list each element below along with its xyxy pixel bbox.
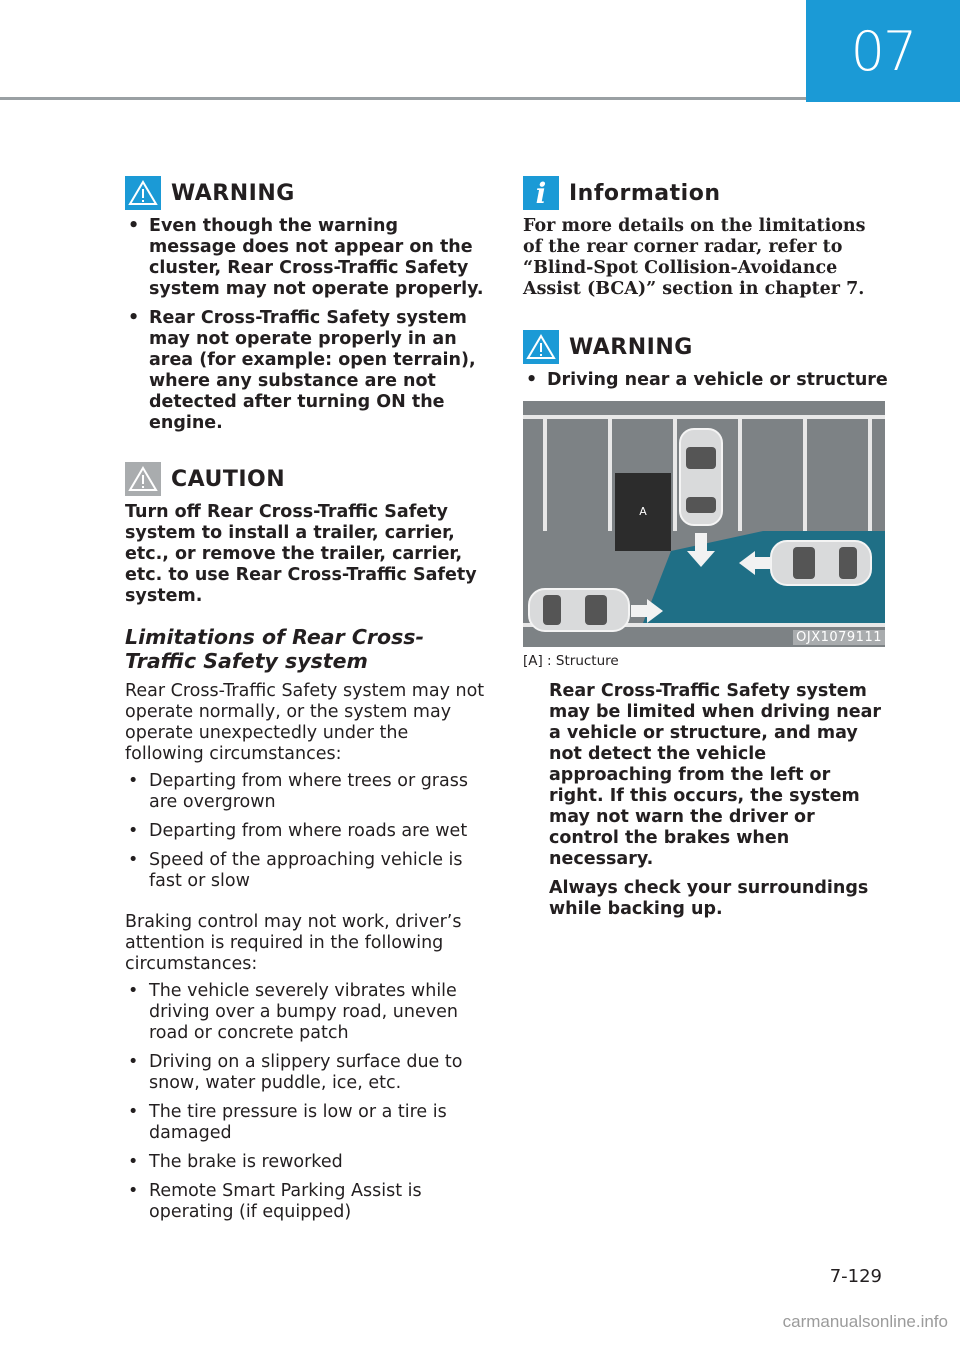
watermark: carmanualsonline.info	[782, 1312, 948, 1331]
list-item: • Rear Cross-Traffic Safety system may not operate properly in an area (for example: open terrain), where any substance are not detected after turning ON the engine.	[125, 308, 487, 434]
warning-icon	[523, 330, 559, 364]
limitations-list	[125, 771, 487, 892]
list-item: • The tire pressure is low or a tire is damaged	[125, 1102, 487, 1144]
right-paragraph-1: Rear Cross-Traffic Safety system may be limited when driving near a vehicle or structure, and may not detect the vehicle approaching from the left or right. If this occurs, the system may not warn the driver or control the brakes when necessary.	[549, 681, 882, 869]
list-item: • Remote Smart Parking Assist is operating (if equipped)	[125, 1181, 487, 1223]
caution-icon	[125, 462, 161, 496]
list-item: • Speed of the approaching vehicle is fast or slow	[125, 850, 487, 892]
caution-title: CAUTION	[171, 466, 286, 492]
warning-box	[125, 176, 487, 434]
list-item: • Departing from where trees or grass are overgrown	[125, 771, 487, 813]
info-box	[523, 176, 888, 300]
limitations-intro: Rear Cross-Traffic Safety system may not operate normally, or the system may operate unexpectedly under the following circumstances:	[125, 681, 485, 764]
braking-intro: Braking control may not work, driver’s attention is required in the following circumstances:	[125, 912, 462, 974]
list-item: • Departing from where roads are wet	[125, 821, 487, 842]
warning-icon	[125, 176, 161, 210]
list-item: • Even though the warning message does not appear on the cluster, Rear Cross-Traffic Safety system may not operate properly.	[125, 216, 487, 300]
right-column	[523, 176, 888, 920]
caution-box	[125, 462, 487, 607]
warning-title: WARNING	[171, 180, 295, 206]
chapter-tab: 07	[806, 0, 960, 102]
figure-code: OJX1079111	[793, 630, 885, 645]
list-item: • Driving near a vehicle or structure	[523, 370, 888, 391]
left-column	[125, 176, 487, 1231]
info-text: For more details on the limitations of the rear corner radar, refer to “Blind-Spot Collision-Avoidance Assist (BCA)” section in chapter 7.	[523, 216, 866, 299]
parking-illustration	[523, 401, 885, 647]
caution-text: Turn off Rear Cross-Traffic Safety system to install a trailer, carrier, etc., or remove the trailer, carrier, etc. to use Rear Cross-Traffic Safety system.	[125, 502, 477, 606]
right-paragraph-2: Always check your surroundings while backing up.	[549, 878, 869, 919]
warning-title-2: WARNING	[569, 334, 693, 360]
limitations-heading: Limitations of Rear Cross-Traffic Safety system	[125, 625, 424, 673]
list-item: • The vehicle severely vibrates while driving over a bumpy road, uneven road or concrete patch	[125, 981, 487, 1044]
figure-caption: [A] : Structure	[523, 653, 619, 669]
info-icon: i	[523, 176, 559, 210]
warning-list	[125, 216, 487, 434]
parking-diagram	[523, 401, 885, 647]
info-header	[523, 176, 888, 210]
braking-list	[125, 981, 487, 1223]
warning-header	[125, 176, 487, 210]
list-item: • The brake is reworked	[125, 1152, 487, 1173]
info-title: Information	[569, 180, 721, 206]
caution-header	[125, 462, 487, 496]
page-number: 7-129	[829, 1266, 882, 1287]
warning-list-2	[523, 370, 888, 391]
header-rule	[0, 97, 806, 100]
list-item: • Driving on a slippery surface due to snow, water puddle, ice, etc.	[125, 1052, 487, 1094]
structure-marker: A	[639, 505, 647, 518]
warning-header-2	[523, 330, 888, 364]
warning-box-2	[523, 330, 888, 391]
